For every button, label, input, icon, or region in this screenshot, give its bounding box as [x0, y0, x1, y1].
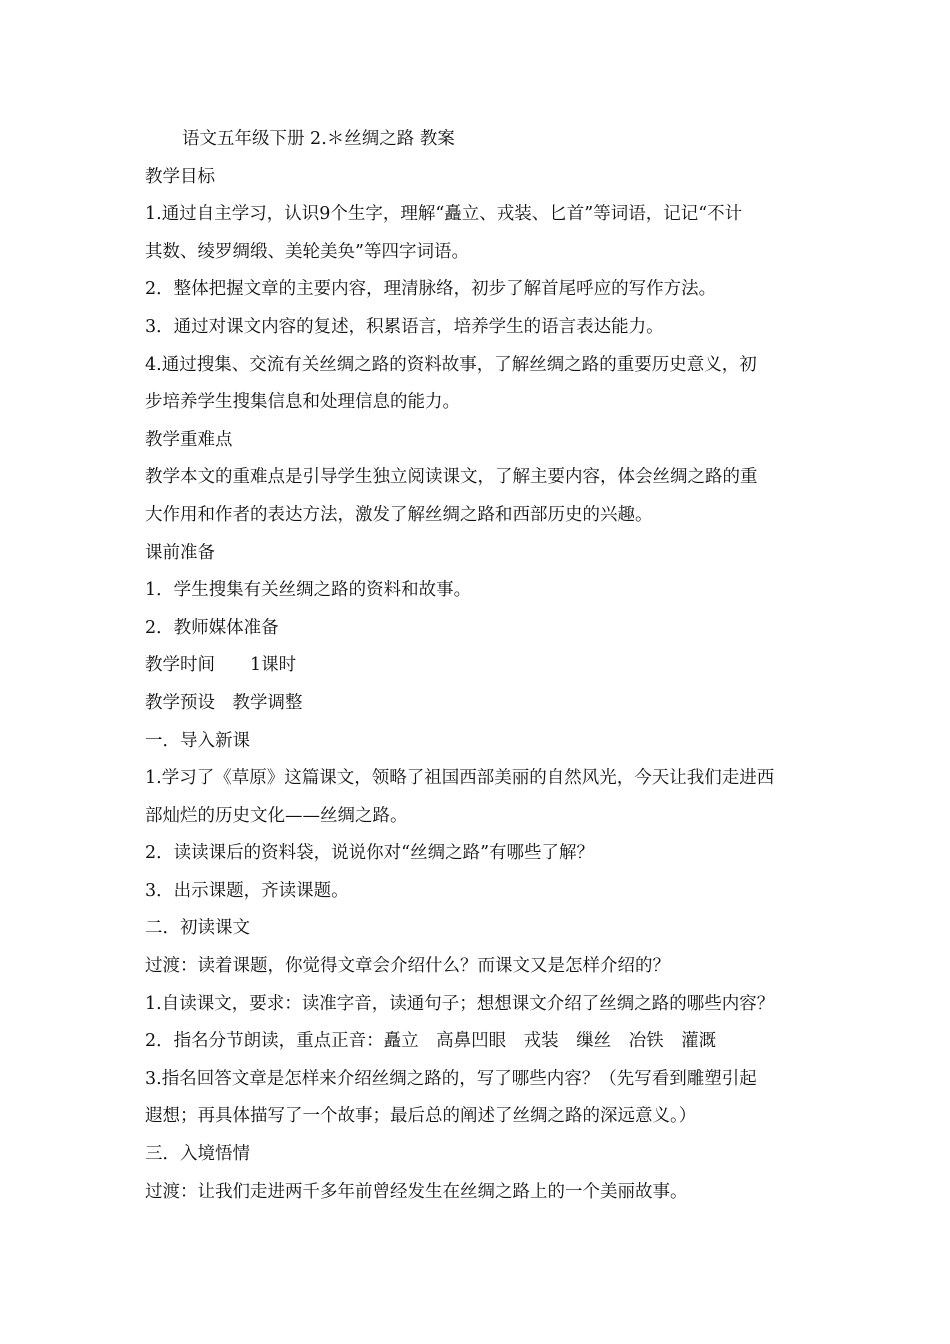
paragraph-line: 其数、绫罗绸缎、美轮美奂”等四字词语。 [145, 241, 469, 262]
paragraph-line: 步培养学生搜集信息和处理信息的能力。 [145, 392, 460, 413]
paragraph-line: 2．指名分节朗读，重点正音：矗立 高鼻凹眼 戎装 缫丝 冶铁 灌溉 [145, 1031, 717, 1052]
paragraph-line: 1.学习了《草原》这篇课文，领略了祖国西部美丽的自然风光，今天让我们走进西 [145, 768, 775, 789]
heading-key-difficulties: 教学重难点 [145, 429, 233, 450]
paragraph-line: 4.通过搜集、交流有关丝绸之路的资料故事，了解丝绸之路的重要历史意义，初 [145, 354, 757, 375]
section-heading: 三．入境悟情 [145, 1144, 250, 1165]
paragraph-line: 3．通过对课文内容的复述，积累语言，培养学生的语言表达能力。 [145, 316, 664, 337]
paragraph-line: 大作用和作者的表达方法，激发了解丝绸之路和西部历史的兴趣。 [145, 504, 653, 525]
paragraph-line: 部灿烂的历史文化——丝绸之路。 [145, 805, 408, 826]
heading-preparation: 课前准备 [145, 542, 215, 563]
paragraph-line: 2．读读课后的资料袋，说说你对“丝绸之路”有哪些了解？ [145, 843, 595, 864]
paragraph-line: 1.自读课文，要求：读准字音，读通句子；想想课文介绍了丝绸之路的哪些内容？ [145, 993, 775, 1014]
paragraph-line: 过渡：让我们走进两千多年前曾经发生在丝绸之路上的一个美丽故事。 [145, 1181, 688, 1202]
paragraph-line: 3．出示课题，齐读课题。 [145, 880, 349, 901]
document-body [145, 121, 810, 1211]
section-heading: 二．初读课文 [145, 918, 250, 939]
heading-plan: 教学预设 教学调整 [145, 692, 303, 713]
section-heading: 一．导入新课 [145, 730, 250, 751]
paragraph-line: 教学本文的重难点是引导学生独立阅读课文，了解主要内容，体会丝绸之路的重 [145, 467, 758, 488]
heading-teaching-goals: 教学目标 [145, 166, 215, 187]
teaching-time: 教学时间 1课时 [145, 655, 297, 676]
paragraph-line: 1．学生搜集有关丝绸之路的资料和故事。 [145, 580, 472, 601]
paragraph-line: 2．教师媒体准备 [145, 617, 279, 638]
paragraph-line: 2．整体把握文章的主要内容，理清脉络，初步了解首尾呼应的写作方法。 [145, 279, 717, 300]
paragraph-line: 1.通过自主学习，认识9个生字，理解“矗立、戎装、匕首”等词语，记记“不计 [145, 204, 743, 225]
document-title: 语文五年级下册 2.＊丝绸之路 教案 [182, 129, 455, 149]
paragraph-line: 过渡：读着课题，你觉得文章会介绍什么？而课文又是怎样介绍的？ [145, 956, 670, 977]
paragraph-line: 3.指名回答文章是怎样来介绍丝绸之路的，写了哪些内容？（先写看到雕塑引起 [145, 1068, 757, 1089]
paragraph-line: 遐想；再具体描写了一个故事；最后总的阐述了丝绸之路的深远意义。） [145, 1106, 697, 1127]
